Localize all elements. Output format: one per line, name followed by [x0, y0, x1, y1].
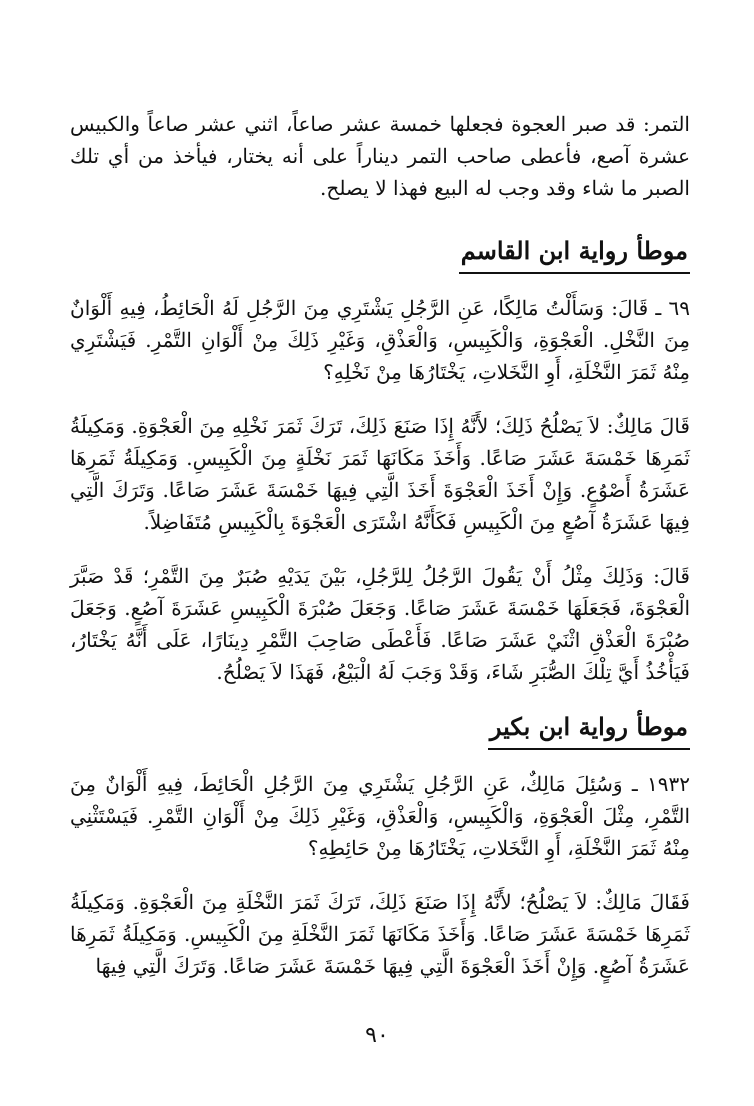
page-number: ٩٠ — [365, 1023, 389, 1048]
section-heading-wrap — [70, 710, 690, 762]
intro-paragraph: التمر: قد صبر العجوة فجعلها خمسة عشر صاعاً، اثني عشر صاعاً والكبيس عشرة آصع، فأعطى صاحب التمر ديناراً على أنه يختار، فيأخذ من أي تلك الصبر ما شاء وقد وجب له البيع فهذا لا يصلح. — [70, 112, 690, 200]
malik-answer-paragraph: فَقَالَ مَالِكٌ: لاَ يَصْلُحُ؛ لأَنَّهُ إِذَا صَنَعَ ذَلِكَ، تَرَكَ ثَمَرَ النَّخْلَةِ مِنَ الْعَجْوَةِ. وَمَكِيلَةُ ثَمَرِهَا خَمْسَةَ عَشَرَ صَاعًا. وَأَخَذَ مَكَانَهَا ثَمَرَ النَّخْلَةِ مِنَ الْكَبِيسِ. وَمَكِيلَةُ ثَمَرِهَا عَشَرَةُ آصُعٍ. وَإِنْ أَخَذَ الْعَجْوَةَ الَّتِي فِيهَا خَمْسَةَ عَشَرَ صَاعًا. وَتَرَكَ الَّتِي فِيهَا — [70, 890, 690, 978]
section-heading-ibn-al-qasim: موطأ رواية ابن القاسم — [459, 234, 690, 274]
hadith-paragraph: ١٩٣٢ ـ وَسُئِلَ مَالِكٌ، عَنِ الرَّجُلِ يَشْتَرِي مِنَ الرَّجُلِ الْحَائِطَ، فِيهِ أَلْوَانٌ مِنَ التَّمْرِ، مِثْلَ الْعَجْوَةِ، وَالْكَبِيسِ، وَالْعَذْقِ، وَغَيْرِ ذَلِكَ مِنْ أَلْوَانِ التَّمْرِ. فَيَسْتَثْنِي مِنْهُ ثَمَرَ النَّخْلَةِ، أَوِ النَّخَلاتِ، يَخْتَارُهَا مِنْ حَائِطِهِ؟ — [70, 772, 690, 860]
explanation-paragraph: قَالَ: وَذَلِكَ مِثْلُ أَنْ يَقُولَ الرَّجُلُ لِلرَّجُلِ، بَيْنَ يَدَيْهِ صُبَرٌ مِنَ التَّمْرِ؛ قَدْ صَبَّرَ الْعَجْوَةَ، فَجَعَلَهَا خَمْسَةَ عَشَرَ صَاعًا. وَجَعَلَ صُبْرَةَ الْكَبِيسِ عَشَرَةَ آصُعٍ. وَجَعَلَ صُبْرَةَ الْعَذْقِ اثْنَيْ عَشَرَ صَاعًا. فَأَعْطَى صَاحِبَ التَّمْرِ دِينَارًا، عَلَى أَنَّهُ يَخْتَارُ، فَيَأْخُذُ أَيَّ تِلْكَ الصُّبَرِ شَاءَ، وَقَدْ وَجَبَ لَهُ الْبَيْعُ، فَهَذَا لاَ يَصْلُحُ. — [70, 564, 690, 684]
section-heading-ibn-bukayr: موطأ رواية ابن بكير — [488, 710, 690, 750]
hadith-paragraph: ٦٩ ـ قَالَ: وَسَأَلْتُ مَالِكًا، عَنِ الرَّجُلِ يَشْتَرِي مِنَ الرَّجُلِ لَهُ الْحَائِطُ، فِيهِ أَلْوَانٌ مِنَ النَّخْلِ. الْعَجْوَةِ، وَالْكَبِيسِ، وَالْعَذْقِ، وَغَيْرِ ذَلِكَ مِنْ أَلْوَانِ التَّمْرِ. فَيَشْتَرِي مِنْهُ ثَمَرَ النَّخْلَةِ، أَوِ النَّخَلاتِ، يَخْتَارُهَا مِنْ نَخْلِهِ؟ — [70, 296, 690, 384]
malik-answer-paragraph: قَالَ مَالِكٌ: لاَ يَصْلُحُ ذَلِكَ؛ لأَنَّهُ إِذَا صَنَعَ ذَلِكَ، تَرَكَ ثَمَرَ نَخْلِهِ مِنَ الْعَجْوَةِ. وَمَكِيلَةُ ثَمَرِهَا خَمْسَةَ عَشَرَ صَاعًا. وَأَخَذَ مَكَانَهَا ثَمَرَ نَخْلَةٍ مِنَ الْكَبِيسِ. وَمَكِيلَةُ ثَمَرِهَا عَشَرَةُ أَصْوُعٍ. وَإِنْ أَخَذَ الْعَجْوَةَ أَخَذَ الَّتِي فِيهَا خَمْسَةَ عَشَرَ صَاعًا. وَتَرَكَ الَّتِي فِيهَا عَشَرَةُ آصُعٍ مِنَ الْكَبِيسِ فَكَأَنَّهُ اشْتَرَى الْعَجْوَةَ بِالْكَبِيسِ مُتَفَاضِلاً. — [70, 414, 690, 534]
section-heading-wrap — [70, 234, 690, 286]
